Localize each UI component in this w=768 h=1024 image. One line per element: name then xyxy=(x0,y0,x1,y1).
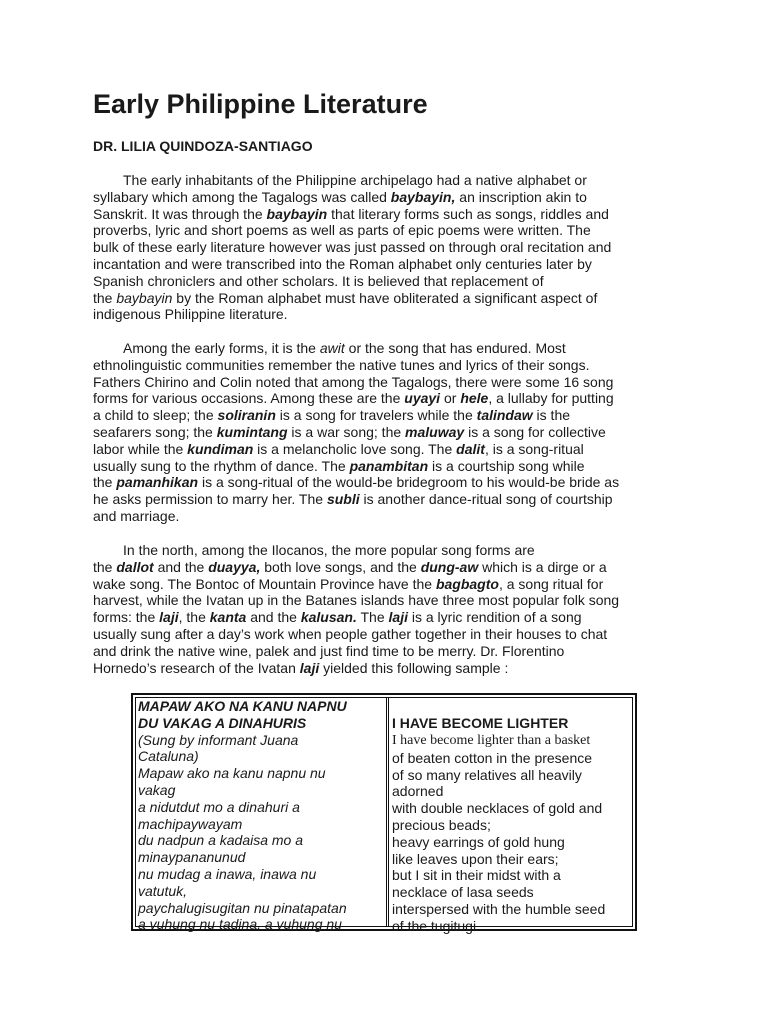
ivatan-poem-column xyxy=(138,698,383,933)
paragraph-line xyxy=(93,609,693,626)
ivatan-poem-line: nu mudag a inawa, inawa nu xyxy=(138,865,317,882)
line-text: incantation and were transcribed into the Roman alphabet only centuries later by xyxy=(93,255,592,272)
ivatan-poem-line: du nadpun a kadaisa mo a xyxy=(138,832,304,849)
ivatan-poem-line: machipaywayam xyxy=(138,815,243,832)
line-text: an inscription akin to xyxy=(455,188,587,205)
paragraph-line xyxy=(93,256,693,273)
emphasized-term: panambitan xyxy=(349,457,429,474)
line-text: that literary forms such as songs, riddles and xyxy=(327,205,609,222)
line-text: the xyxy=(93,474,117,491)
line-text: , is a song-ritual xyxy=(484,440,584,457)
ivatan-poem-line: vakag xyxy=(138,781,176,798)
paragraph-baybayin xyxy=(93,172,693,323)
translation-line: like leaves upon their ears; xyxy=(392,850,559,867)
line-text: a child to sleep; the xyxy=(93,407,218,424)
emphasized-term: laji xyxy=(299,659,320,676)
emphasized-term: talindaw xyxy=(476,407,533,424)
emphasized-term: pamanhikan xyxy=(116,474,199,491)
line-text: bulk of these early literature however was just passed on through oral recitation and xyxy=(93,239,612,256)
line-text: , the xyxy=(178,609,210,626)
paragraph-line xyxy=(93,441,693,458)
emphasized-term: hele xyxy=(460,390,489,407)
paragraph-line xyxy=(93,172,693,189)
paragraph-line xyxy=(93,626,693,643)
line-text: is a song for travelers while the xyxy=(275,407,477,424)
translation-line: interspersed with the humble seed xyxy=(392,900,606,917)
line-text: is a war song; the xyxy=(287,423,406,440)
paragraph-line xyxy=(93,542,693,559)
line-text: usually sung after a day’s work when people gather together in their houses to chat xyxy=(93,625,608,642)
translation-line: of so many relatives all heavily xyxy=(392,766,582,783)
translation-first-line: I have become lighter than a basket xyxy=(392,733,591,748)
line-text: he asks permission to marry her. The xyxy=(93,491,327,508)
emphasized-term: laji xyxy=(388,609,408,626)
translation-line: with double necklaces of gold and xyxy=(392,800,603,817)
line-text: is a lyric rendition of a song xyxy=(407,609,582,626)
line-text: or the song that has endured. Most xyxy=(344,340,566,356)
line-text: the xyxy=(93,558,117,575)
line-text: Among the early forms, it is the xyxy=(123,340,320,356)
paragraph-line xyxy=(93,643,693,660)
line-text: Spanish chroniclers and other scholars. It is believed that replacement of xyxy=(93,272,544,289)
paragraph-line xyxy=(93,424,693,441)
translation-line: adorned xyxy=(392,783,444,800)
line-text: is the xyxy=(532,407,571,424)
translation-line: necklace of lasa seeds xyxy=(392,884,534,901)
line-text: harvest, while the Ivatan up in the Batanes islands have three most popular folk song xyxy=(93,592,620,609)
line-text: The early inhabitants of the Philippine archipelago had a native alphabet or xyxy=(123,172,587,188)
emphasized-term: kalusan. xyxy=(300,609,357,626)
author-byline: DR. LILIA QUINDOZA-SANTIAGO xyxy=(93,138,313,154)
line-text: by the Roman alphabet must have obliterated a significant aspect of xyxy=(172,289,598,306)
translation-lines xyxy=(392,750,632,935)
emphasized-term: uyayi xyxy=(404,390,441,407)
translation-line: of the tugitugi xyxy=(392,917,477,934)
column-divider xyxy=(386,698,389,926)
emphasized-term: subli xyxy=(326,491,360,508)
ivatan-poem-line: Mapaw ako na kanu napnu nu xyxy=(138,765,326,782)
line-text: indigenous Philippine literature. xyxy=(93,306,288,323)
paragraph-line xyxy=(93,239,693,256)
emphasized-term: baybayin, xyxy=(390,188,456,205)
ivatan-poem-title-line-2: DU VAKAG A DINAHURIS xyxy=(138,714,307,731)
ivatan-poem-line: a nidutdut mo a dinahuri a xyxy=(138,798,300,815)
paragraph-line xyxy=(93,340,693,357)
line-text: Hornedo’s research of the Ivatan xyxy=(93,659,300,676)
paragraph-line xyxy=(93,306,693,323)
line-text: , a song ritual for xyxy=(498,575,604,592)
line-text: which is a dirge or a xyxy=(478,558,607,575)
paragraph-line xyxy=(93,592,693,609)
line-text: In the north, among the Ilocanos, the more popular song forms are xyxy=(123,542,535,558)
line-text: ethnolinguistic communities remember the native tunes and lyrics of their songs. xyxy=(93,356,590,373)
translation-line: but I sit in their midst with a xyxy=(392,867,561,884)
emphasized-term: laji xyxy=(159,609,179,626)
emphasized-term: dung-aw xyxy=(420,558,479,575)
translation-line: heavy earrings of gold hung xyxy=(392,833,565,850)
line-text: Sanskrit. It was through the xyxy=(93,205,267,222)
paragraph-line xyxy=(93,357,693,374)
translation-line: precious beads; xyxy=(392,816,491,833)
emphasized-term: dalit xyxy=(456,440,485,457)
line-text: and marriage. xyxy=(93,507,180,524)
ivatan-poem-lines xyxy=(138,732,383,934)
emphasized-term: duayya, xyxy=(208,558,261,575)
paragraph-line xyxy=(93,290,693,307)
paragraph-line xyxy=(93,576,693,593)
paragraph-line xyxy=(93,374,693,391)
line-text: seafarers song; the xyxy=(93,423,217,440)
emphasized-term: soliranin xyxy=(217,407,276,424)
line-text: proverbs, lyric and short poems as well as parts of epic poems were written. The xyxy=(93,222,591,239)
ivatan-poem-line: minaypananunud xyxy=(138,849,246,866)
line-text: and the xyxy=(246,609,301,626)
paragraph-line xyxy=(93,206,693,223)
emphasized-term: kumintang xyxy=(216,423,288,440)
line-text: and the xyxy=(153,558,209,575)
paragraph-line xyxy=(93,458,693,475)
emphasized-term: maluway xyxy=(405,423,465,440)
ivatan-poem-line: Cataluna) xyxy=(138,748,199,765)
line-text: wake song. The Bontoc of Mountain Province have the xyxy=(93,575,436,592)
paragraph-line xyxy=(93,390,693,407)
paragraph-song-forms xyxy=(93,340,693,525)
line-text: labor while the xyxy=(93,440,188,457)
emphasized-term: dallot xyxy=(116,558,154,575)
translation-title: I HAVE BECOME LIGHTER xyxy=(392,715,569,731)
paragraph-line xyxy=(93,559,693,576)
line-text: is another dance-ritual song of courtship xyxy=(359,491,613,508)
ivatan-poem-title-line-1: MAPAW AKO NA KANU NAPNU xyxy=(138,698,347,714)
poem-table-inner-border xyxy=(135,697,633,934)
line-text: is a courtship song while xyxy=(428,457,585,474)
line-text: The xyxy=(356,609,389,626)
emphasized-term: kundiman xyxy=(187,440,254,457)
document-title: Early Philippine Literature xyxy=(93,89,428,119)
emphasized-term: bagbagto xyxy=(435,575,499,592)
paragraph-line xyxy=(93,407,693,424)
ivatan-poem-line: a vuhung nu tadina, a vuhung nu xyxy=(138,916,342,933)
poem-table xyxy=(131,693,637,934)
line-text: the xyxy=(93,289,117,306)
line-text: and drink the native wine, palek and just find time to be merry. Dr. Florentino xyxy=(93,642,565,659)
line-text: forms for various occasions. Among these are the xyxy=(93,390,405,407)
paragraph-northern-songs xyxy=(93,542,693,676)
emphasized-term: baybayin xyxy=(266,205,328,222)
emphasized-term: kanta xyxy=(209,609,247,626)
ivatan-poem-line: (Sung by informant Juana xyxy=(138,731,299,748)
line-text: both love songs, and the xyxy=(260,558,421,575)
ivatan-poem-line: vatutuk, xyxy=(138,882,188,899)
line-text: is a song-ritual of the would-be bridegroom to his would-be bride as xyxy=(198,474,620,491)
translation-line: of beaten cotton in the presence xyxy=(392,749,593,766)
paragraph-line xyxy=(93,660,693,677)
paragraph-line xyxy=(93,474,693,491)
english-translation-column xyxy=(392,713,632,935)
paragraph-line xyxy=(93,508,693,525)
line-text: is a song for collective xyxy=(464,423,606,440)
line-text: forms: the xyxy=(93,609,160,626)
paragraph-line xyxy=(93,273,693,290)
line-text: Fathers Chirino and Colin noted that among the Tagalogs, there were some 16 song xyxy=(93,373,614,390)
ivatan-poem-line: paychalugisugitan nu pinatapatan xyxy=(138,899,347,916)
paragraph-line xyxy=(93,222,693,239)
line-text: is a melancholic love song. The xyxy=(253,440,457,457)
paragraph-line xyxy=(93,491,693,508)
emphasized-term: baybayin xyxy=(116,289,173,306)
emphasized-term: awit xyxy=(319,340,345,356)
paragraph-line xyxy=(93,189,693,206)
line-text: or xyxy=(440,390,461,407)
line-text: yielded this following sample : xyxy=(319,659,509,676)
line-text: usually sung to the rhythm of dance. The xyxy=(93,457,350,474)
line-text: , a lullaby for putting xyxy=(488,390,614,407)
line-text: syllabary which among the Tagalogs was called xyxy=(93,188,391,205)
